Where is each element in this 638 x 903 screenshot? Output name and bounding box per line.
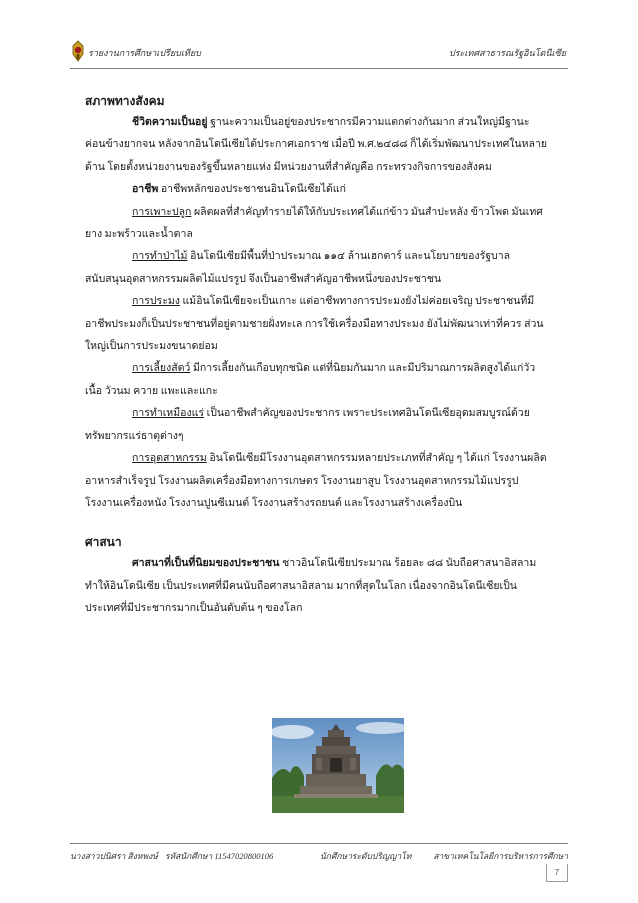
paragraph-text: ผลิตผลที่สำคัญทำรายได้ให้กับประเทศได้แก่ข้าว มันสำปะหลัง ข้าวโพด มันเทศ [191, 206, 543, 218]
paragraph-occupation [85, 179, 563, 201]
paragraph-text: สนับสนุนอุตสาหกรรมผลิตไม้แปรรูป จึงเป็นอาชีพสำคัญอาชีพหนึ่งของประชาชน [85, 273, 442, 285]
term-fishery: การประมง [132, 296, 180, 308]
footer-program: สาขาเทคโนโลยีการบริหารการศึกษา [433, 851, 568, 861]
paragraph-text: ทรัพยากรแร่ธาตุต่างๆ [85, 430, 184, 442]
paragraph-text: โรงงานเครื่องหนัง โรงงานปูนซีเมนต์ โรงงานสร้างรถยนต์ และโรงงานสร้างเครื่องบิน [85, 497, 463, 509]
paragraph-industry [85, 448, 563, 515]
paragraph-religion [85, 553, 563, 620]
paragraph-text: ยาง มะพร้าวและน้ำตาล [85, 229, 193, 241]
term-industry: การอุตสาหกรรม [132, 453, 207, 465]
paragraph-fishery [85, 291, 563, 358]
temple-photo [272, 718, 404, 813]
paragraph-text: อินโดนีเซียมีโรงงานอุตสาหกรรมหลายประเภทที่สำคัญ ๆ ได้แก่ โรงงานผลิต [206, 453, 547, 465]
header-country: ประเทศสาธารณรัฐอินโดนีเซีย [448, 48, 566, 58]
paragraph-farming [85, 202, 563, 247]
paragraph-text: อาชีพหลักของประชาชนอินโดนีเซียได้แก่ [158, 184, 346, 196]
term-livestock: การเลี้ยงสัตว์ [132, 363, 191, 375]
paragraph-text: ชาวอินโดนีเซียประมาณ ร้อยละ ๘๘ นับถือศาสนาอิสลาม [279, 558, 537, 570]
page-number: 7 [546, 864, 568, 882]
paragraph-text: ด้าน โดยตั้งหน่วยงานของรัฐขึ้นหลายแห่ง มีหน่วยงานที่สำคัญคือ กระทรวงกิจการของสังคม [85, 161, 492, 173]
paragraph-text: เป็นอาชีพสำคัญของประชากร เพราะประเทศอินโดนีเซียอุดมสมบูรณ์ด้วย [203, 408, 530, 420]
paragraph-forestry [85, 246, 563, 291]
paragraph-text: อินโดนีเซียมีพื้นที่ป่าประมาณ ๑๑๔ ล้านเฮกตาร์ และนโยบายของรัฐบาล [187, 251, 511, 263]
paragraph-text: เนื้อ วัวนม ควาย แพะและแกะ [85, 385, 218, 397]
footer-divider [70, 843, 568, 844]
section-title-social: สภาพทางสังคม [85, 94, 165, 108]
paragraph-mining [85, 403, 563, 448]
term-religion: ศาสนาที่เป็นที่นิยมของประชาชน [132, 558, 280, 570]
document-body [85, 90, 563, 621]
footer-degree: นักศึกษาระดับปริญญาโท [320, 851, 412, 861]
term-occupation: อาชีพ [132, 184, 159, 196]
paragraph-text: อาชีพประมงก็เป็นประชาชนที่อยู่ตามชายฝั่งทะเล การใช้เครื่องมือทางประมง ยังไม่พัฒนาเท่าที่ควร ส่วน [85, 318, 544, 330]
paragraph-text: แม้อินโดนีเซียจะเป็นเกาะ แต่อาชีพทางการประมงยังไม่ค่อยเจริญ ประชาชนที่มี [179, 296, 535, 308]
paragraph-livestock [85, 358, 563, 403]
term-farming: การเพาะปลูก [132, 206, 192, 218]
paragraph-text: มีการเลี้ยงกันเกือบทุกชนิด แต่ที่นิยมกันมาก และมีปริมาณการผลิตสูงได้แก่วัว [190, 363, 536, 375]
paragraph-text: ฐานะความเป็นอยู่ของประชากรมีความแตกต่างกันมาก ส่วนใหญ่มีฐานะ [207, 117, 530, 128]
term-forestry: การทำป่าไม้ [132, 251, 188, 263]
university-logo-icon [70, 40, 86, 62]
footer-student-id: รหัสนักศึกษา 115470208001​06 [165, 851, 274, 861]
header-divider [70, 68, 568, 69]
term-living: ชีวิตความเป็นอยู่ [132, 117, 208, 128]
paragraph-text: ค่อนข้างยากจน หลังจากอินโดนีเซียได้ประกาศเอกราช เมื่อปี พ.ศ.๒๔๘๘ ก็ได้เริ่มพัฒนาประเทศในหลาย [85, 139, 547, 151]
term-mining: การทำเหมืองแร่ [132, 408, 204, 420]
footer-author: นางสาวปนิศรา สิงหพงษ์ [70, 851, 158, 861]
paragraph-text: อาหารสำเร็จรูป โรงงานผลิตเครื่องมือทางการเกษตร โรงงานยาสูบ โรงงานอุตสาหกรรมไม้แปรรูป [85, 475, 519, 487]
header-report-title: รายงานการศึกษาเปรียบเทียบ [88, 48, 201, 58]
paragraph-text: ทำให้อินโดนีเซีย เป็นประเทศที่มีคนนับถือศาสนาอิสลาม มากที่สุดในโลก เนื่องจากอินโดนีเซียเป็น [85, 580, 517, 592]
paragraph-text: ประเทศที่มีประชากรมากเป็นอันดับต้น ๆ ของโลก [85, 603, 303, 615]
paragraph-living [85, 112, 563, 179]
paragraph-text: ใหญ่เป็นการประมงขนาดย่อม [85, 341, 218, 353]
page-header [70, 40, 568, 66]
section-title-religion: ศาสนา [85, 535, 122, 550]
